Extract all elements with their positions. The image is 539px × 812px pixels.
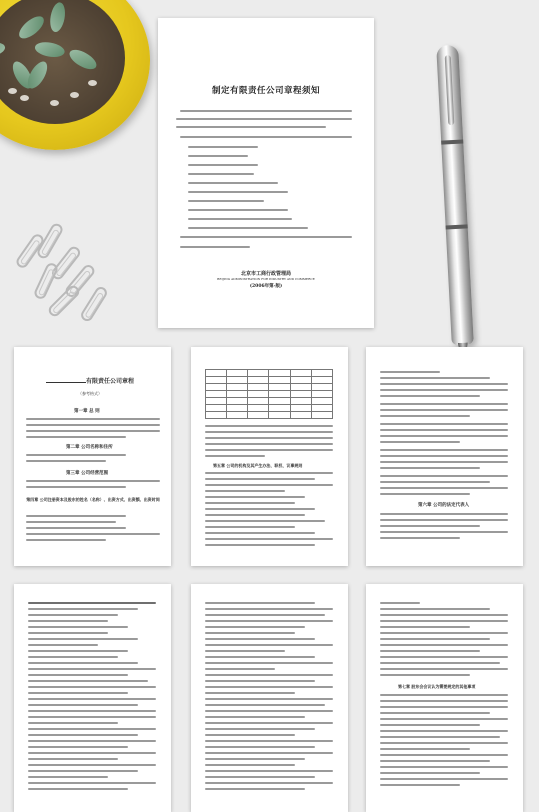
page-one-subheading: （参考格式） [78,391,102,396]
page-four [14,584,171,812]
page-one-chapter-3: 第三章 公司经营范围 [66,471,109,476]
page-one-chapter-4: 第四章 公司注册资本及股东的姓名（名称）、出资方式、出资额、出资时间 [26,497,160,502]
cover-footer-org: 北京市工商行政管理局 [240,271,291,277]
page-two-chapter-5: 第五章 公司的机构及其产生办法、职权、议事规则 [213,463,303,468]
page-one [14,347,171,566]
cover-title: 制定有限责任公司章程须知 [211,86,320,96]
page-six-chapter-7: 第七章 股东会会议认为需要规定的其他事项 [398,684,476,689]
page-one-chapter-1: 第一章 总 则 [74,409,100,414]
cover-footer-en: BEIJING ADMINISTRATION FOR INDUSTRY AND COMMERCE [217,277,315,281]
cover-page [158,18,374,328]
page-three-chapter-6: 第六章 公司的法定代表人 [418,503,470,508]
shareholder-table [205,369,333,419]
page-six [366,584,523,812]
page-one-chapter-2: 第二章 公司名称和住所 [66,445,113,450]
page-three [366,347,523,566]
cover-footer-date: (2006年第-版) [249,284,283,289]
page-five [191,584,348,812]
page-one-heading: 有限责任公司章程 [46,379,134,385]
pen-icon [436,45,474,346]
page-two [191,347,348,566]
